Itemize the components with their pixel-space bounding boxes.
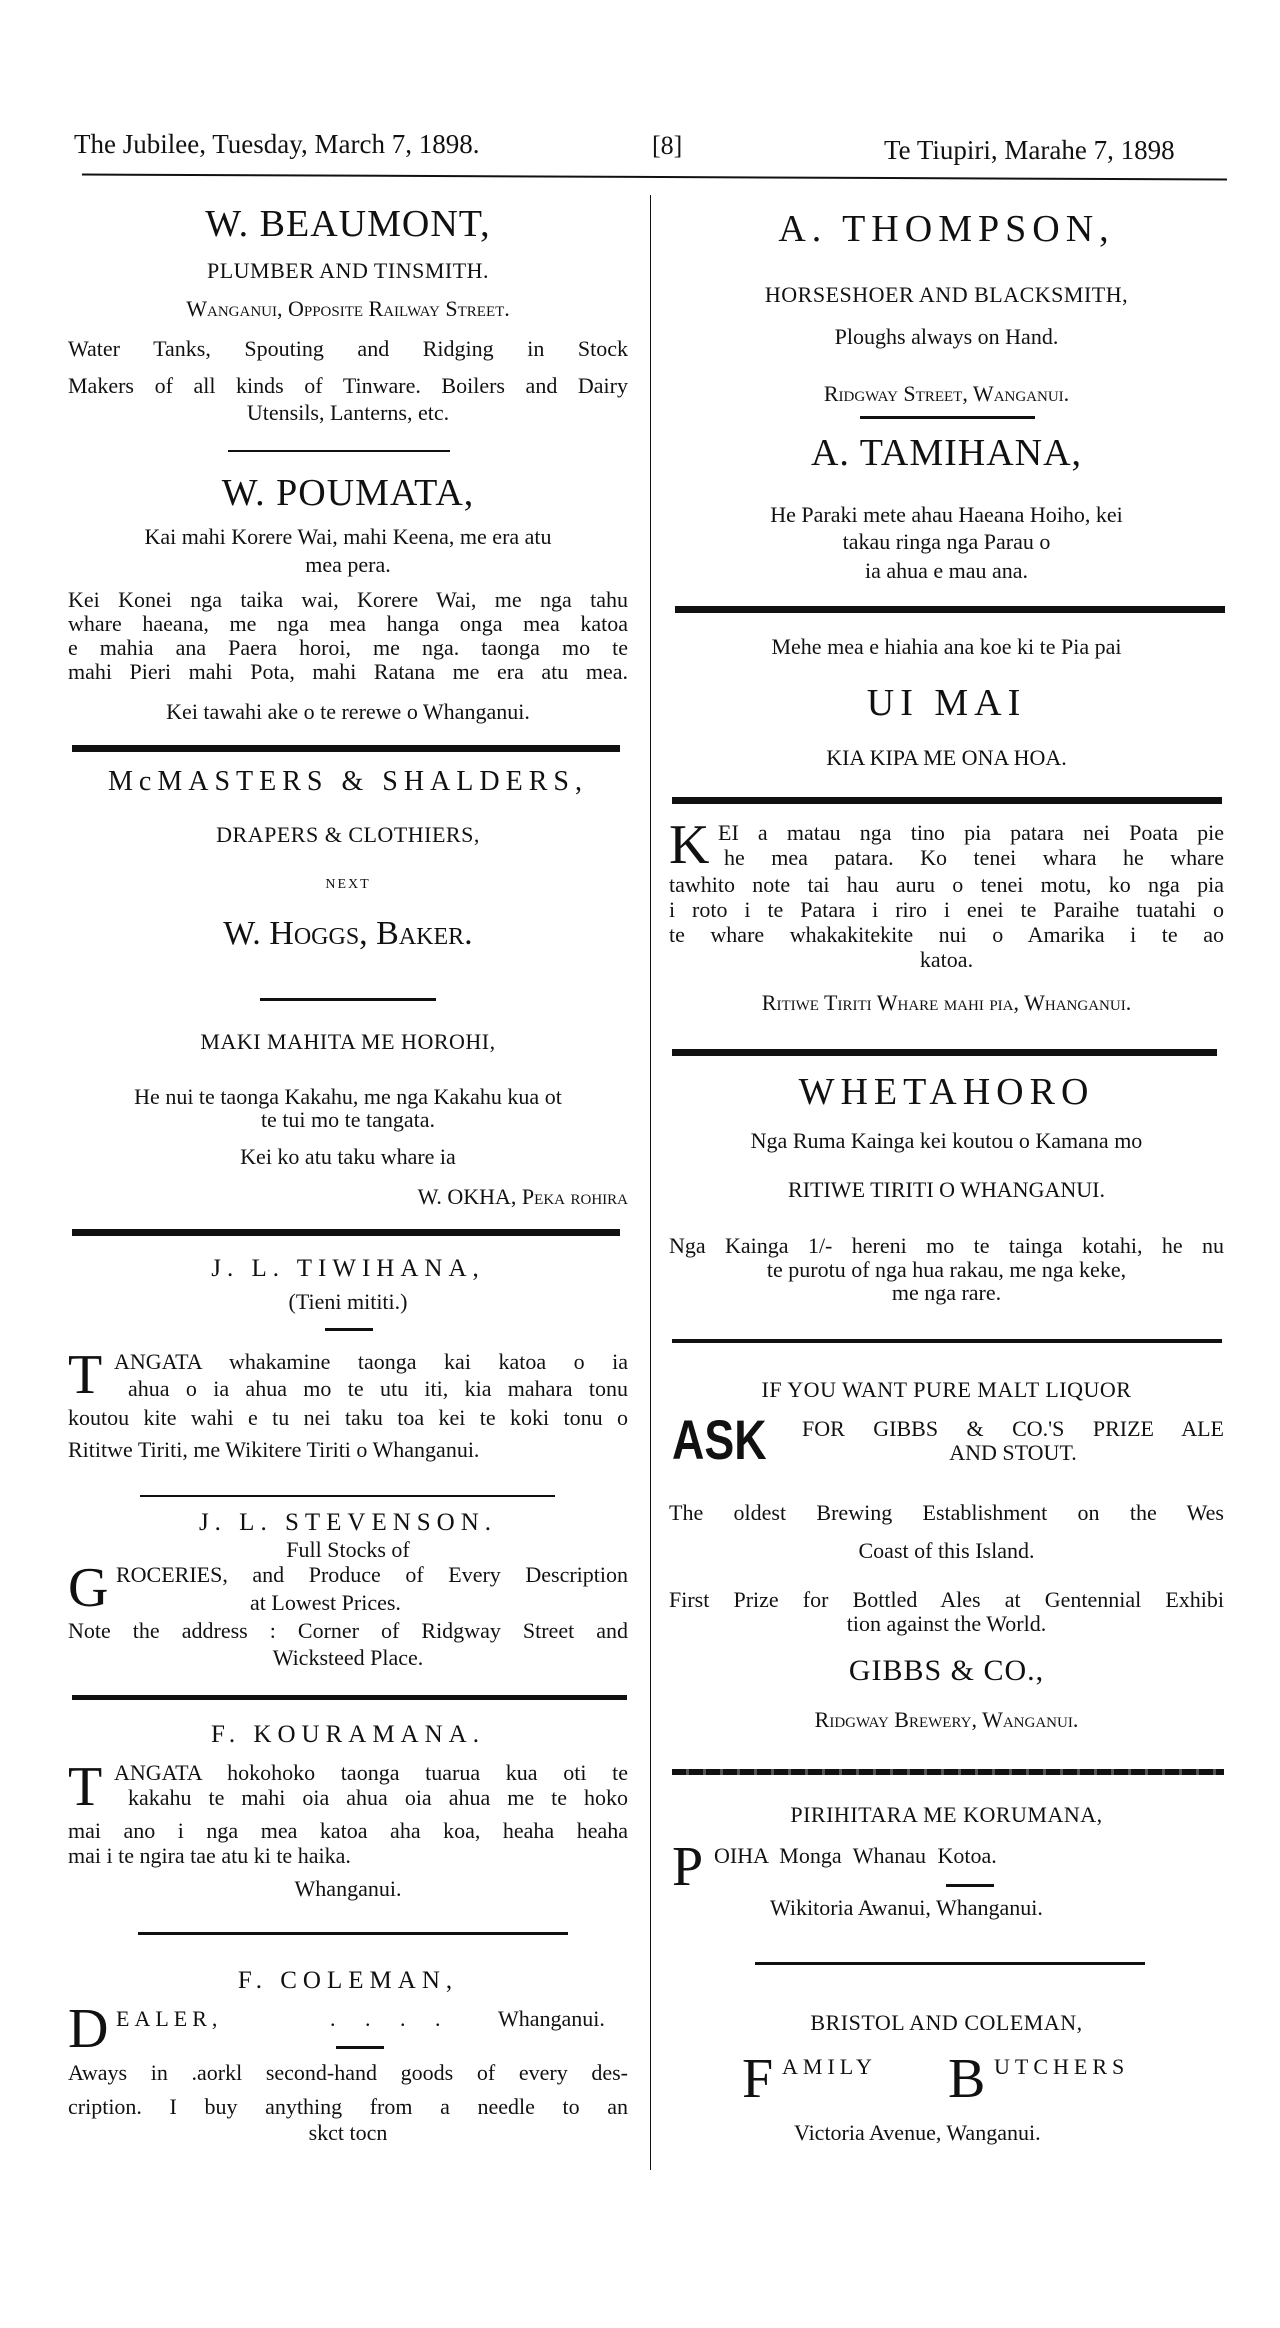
ad-line: RITIWE TIRITI O WHANGANUI. [788, 1177, 1105, 1202]
ad-line: Wicksteed Place. [272, 1645, 424, 1670]
ad-line: skct tocn [308, 2120, 388, 2145]
divider [260, 998, 436, 1001]
ad-line: Ploughs always on Hand. [834, 324, 1059, 349]
ad-line: ANGATA whakamine taonga kai katoa o ia [114, 1349, 628, 1374]
ad-line: at Lowest Prices. [250, 1590, 401, 1615]
ad-line: Kai mahi Korere Wai, mahi Keena, me era atu [144, 524, 552, 549]
ad-title: J. L. STEVENSON. [198, 1509, 498, 1536]
ad-title: F. KOURAMANA. [211, 1721, 485, 1748]
drop-cap: T [68, 1756, 103, 1818]
divider [336, 2046, 384, 2049]
ad-subtitle: Full Stocks of [286, 1537, 410, 1562]
ad-subtitle: KIA KIPA ME ONA HOA. [826, 745, 1067, 770]
ad-title: UI MAI [866, 682, 1027, 724]
masthead-maori: Te Tiupiri, Marahe 7, 1898 [884, 135, 1175, 165]
ad-line: e mahia ana Paera horoi, me nga. taonga mo te [68, 635, 628, 660]
ad-line: te tui mo te tangata. [260, 1107, 436, 1132]
divider [672, 1769, 1224, 1775]
divider [860, 416, 1035, 419]
ad-line: Nga Kainga 1/- hereni mo te tainga kotahi, he nu [669, 1233, 1224, 1258]
ad-line: ANGATA hokohoko taonga tuarua kua oti te [114, 1760, 628, 1785]
ad-title: J. L. TIWIHANA, [211, 1255, 485, 1282]
ad-line: i roto i te Patara i riro i enei te Paraihe tuatahi o [669, 897, 1224, 922]
ad-address: Wikitoria Awanui, Whanganui. [770, 1895, 1043, 1920]
divider [228, 450, 450, 452]
ad-title: WHETAHORO [798, 1071, 1095, 1113]
ad-line: te purotu of nga hua rakau, me nga keke, [766, 1257, 1127, 1282]
drop-cap: T [68, 1344, 103, 1406]
ad-line: ahua o ia ahua mo te utu iti, kia mahara tonu [128, 1376, 628, 1401]
ad-line: Kei Konei nga taika wai, Korere Wai, me nga tahu [68, 587, 628, 612]
ad-line: katoa. [919, 947, 974, 972]
ad-line: EALER, [116, 2006, 223, 2031]
ad-trade: PLUMBER AND TINSMITH. [206, 258, 490, 283]
ad-line: Kei ko atu taku whare ia [240, 1144, 456, 1169]
ad-signature: W. OKHA, Peka rohira [417, 1184, 628, 1209]
ad-line: whare haeana, me nga mea hanga onga mea katoa [68, 611, 628, 636]
ad-next: NEXT [325, 877, 371, 892]
ad-line: Note the address : Corner of Ridgway Street and [68, 1618, 628, 1643]
ad-line: Rititwe Tiriti, me Wikitere Tiriti o Whanganui. [68, 1437, 480, 1462]
ad-line: Nga Ruma Kainga kei koutou o Kamana mo [750, 1128, 1143, 1153]
drop-cap: D [68, 1998, 109, 2060]
ad-line: He Paraki mete ahau Haeana Hoiho, kei [770, 502, 1123, 527]
ad-line: Makers of all kinds of Tinware. Boilers and Dairy [68, 373, 628, 398]
ad-line: ROCERIES, and Produce of Every Description [116, 1562, 628, 1587]
ad-line: cription. I buy anything from a needle to an [68, 2094, 628, 2119]
ad-line: me nga rare. [891, 1280, 1002, 1305]
divider [72, 1695, 627, 1700]
ad-line: UTCHERS [994, 2054, 1130, 2079]
divider [755, 1962, 1145, 1965]
ad-line: koutou kite wahi e tu nei taku toa kei te koki tonu o [68, 1405, 628, 1430]
header-rule [82, 174, 1227, 181]
divider [672, 1339, 1222, 1343]
ad-subtitle: (Tieni mititi.) [288, 1289, 408, 1314]
ad-line: First Prize for Bottled Ales at Gentennial Exhibi [669, 1587, 1224, 1612]
drop-cap: G [68, 1557, 109, 1619]
ad-title: A. THOMPSON, [778, 208, 1115, 250]
ad-line: tawhito note tai hau auru o tenei motu, ko nga pia [669, 872, 1224, 897]
ad-address: Ridgway Street, Wanganui. [823, 381, 1070, 406]
ad-title: W. POUMATA, [221, 472, 475, 514]
ad-title: F. COLEMAN, [237, 1967, 459, 1994]
ad-baker: W. Hoggs, Baker. [223, 915, 473, 952]
ad-dots: . . . . [330, 2006, 453, 2031]
ad-line: Mehe mea e hiahia ana koe ki te Pia pai [771, 634, 1122, 659]
ad-line: ia ahua e mau ana. [864, 558, 1029, 583]
ad-line: FOR GIBBS & CO.'S PRIZE ALE [802, 1416, 1224, 1441]
drop-cap: P [672, 1836, 704, 1898]
ad-line: Aways in .aorkl second-hand goods of every des- [68, 2060, 628, 2085]
ad-line: kakahu te mahi oia ahua oia ahua me te hoko [128, 1785, 628, 1810]
ad-line: Coast of this Island. [858, 1538, 1035, 1563]
divider [72, 745, 620, 752]
ad-line: takau ringa nga Parau o [842, 529, 1051, 554]
page-number: [8] [652, 131, 683, 160]
ad-title: McMASTERS & SHALDERS, [108, 766, 588, 797]
ad-line: AND STOUT. [949, 1440, 1077, 1465]
ad-title: A. TAMIHANA, [810, 432, 1083, 474]
ad-place: Whanganui. [498, 2006, 605, 2031]
ad-title: PIRIHITARA ME KORUMANA, [790, 1802, 1103, 1827]
column-divider [650, 195, 651, 2170]
ad-address: Victoria Avenue, Wanganui. [794, 2120, 1041, 2145]
drop-cap: F [742, 2048, 774, 2110]
ad-line: mai ano i nga mea katoa aha koa, heaha heaha [68, 1818, 628, 1843]
ad-line: EI a matau nga tino pia patara nei Poata pie [718, 820, 1224, 845]
divider [138, 1932, 568, 1935]
ad-line: mea pera. [305, 552, 391, 577]
divider [72, 1229, 620, 1236]
ad-line: tion against the World. [846, 1611, 1047, 1636]
ad-line: Water Tanks, Spouting and Ridging in Stock [68, 336, 628, 361]
ad-address: Ridgway Brewery, Wanganui. [814, 1707, 1079, 1732]
ad-line: mai i te ngira tae atu ki te haika. [68, 1843, 351, 1868]
masthead-english: The Jubilee, Tuesday, March 7, 1898. [74, 129, 480, 159]
divider [946, 1884, 994, 1887]
ad-line: Utensils, Lanterns, etc. [246, 400, 450, 425]
drop-cap: K [669, 814, 710, 876]
drop-cap: B [948, 2048, 986, 2110]
divider [675, 606, 1225, 613]
ad-line: mahi Pieri mahi Pota, mahi Ratana me era atu mea. [68, 659, 628, 684]
divider [672, 1049, 1217, 1056]
ad-ask: ASK [672, 1408, 767, 1471]
ad-trade: DRAPERS & CLOTHIERS, [216, 822, 480, 847]
ad-title: GIBBS & CO., [848, 1654, 1045, 1687]
ad-line: Whanganui. [294, 1876, 402, 1901]
ad-line: AMILY [782, 2054, 877, 2079]
ad-headline: IF YOU WANT PURE MALT LIQUOR [761, 1377, 1132, 1402]
ad-address: Wanganui, Opposite Railway Street. [186, 296, 510, 321]
divider [325, 1328, 373, 1331]
divider [672, 797, 1222, 804]
ad-title: W. BEAUMONT, [205, 203, 491, 245]
ad-signature: Ritiwe Tiriti Whare mahi pia, Whanganui. [761, 990, 1132, 1015]
divider [140, 1495, 555, 1497]
ad-trade: HORSESHOER AND BLACKSMITH, [764, 282, 1129, 307]
ad-line: Kei tawahi ake o te rerewe o Whanganui. [166, 699, 530, 724]
ad-line: OIHA Monga Whanau Kotoa. [714, 1843, 997, 1868]
ad-line: te whare whakakitekite nui o Amarika i te ao [669, 922, 1224, 947]
ad-line: he mea patara. Ko tenei whara he whare [724, 845, 1224, 870]
ad-line: The oldest Brewing Establishment on the Wes [669, 1500, 1224, 1525]
ad-title: MAKI MAHITA ME HOROHI, [200, 1029, 496, 1054]
ad-line: He nui te taonga Kakahu, me nga Kakahu kua ot [134, 1084, 562, 1109]
ad-title: BRISTOL AND COLEMAN, [810, 2010, 1083, 2035]
